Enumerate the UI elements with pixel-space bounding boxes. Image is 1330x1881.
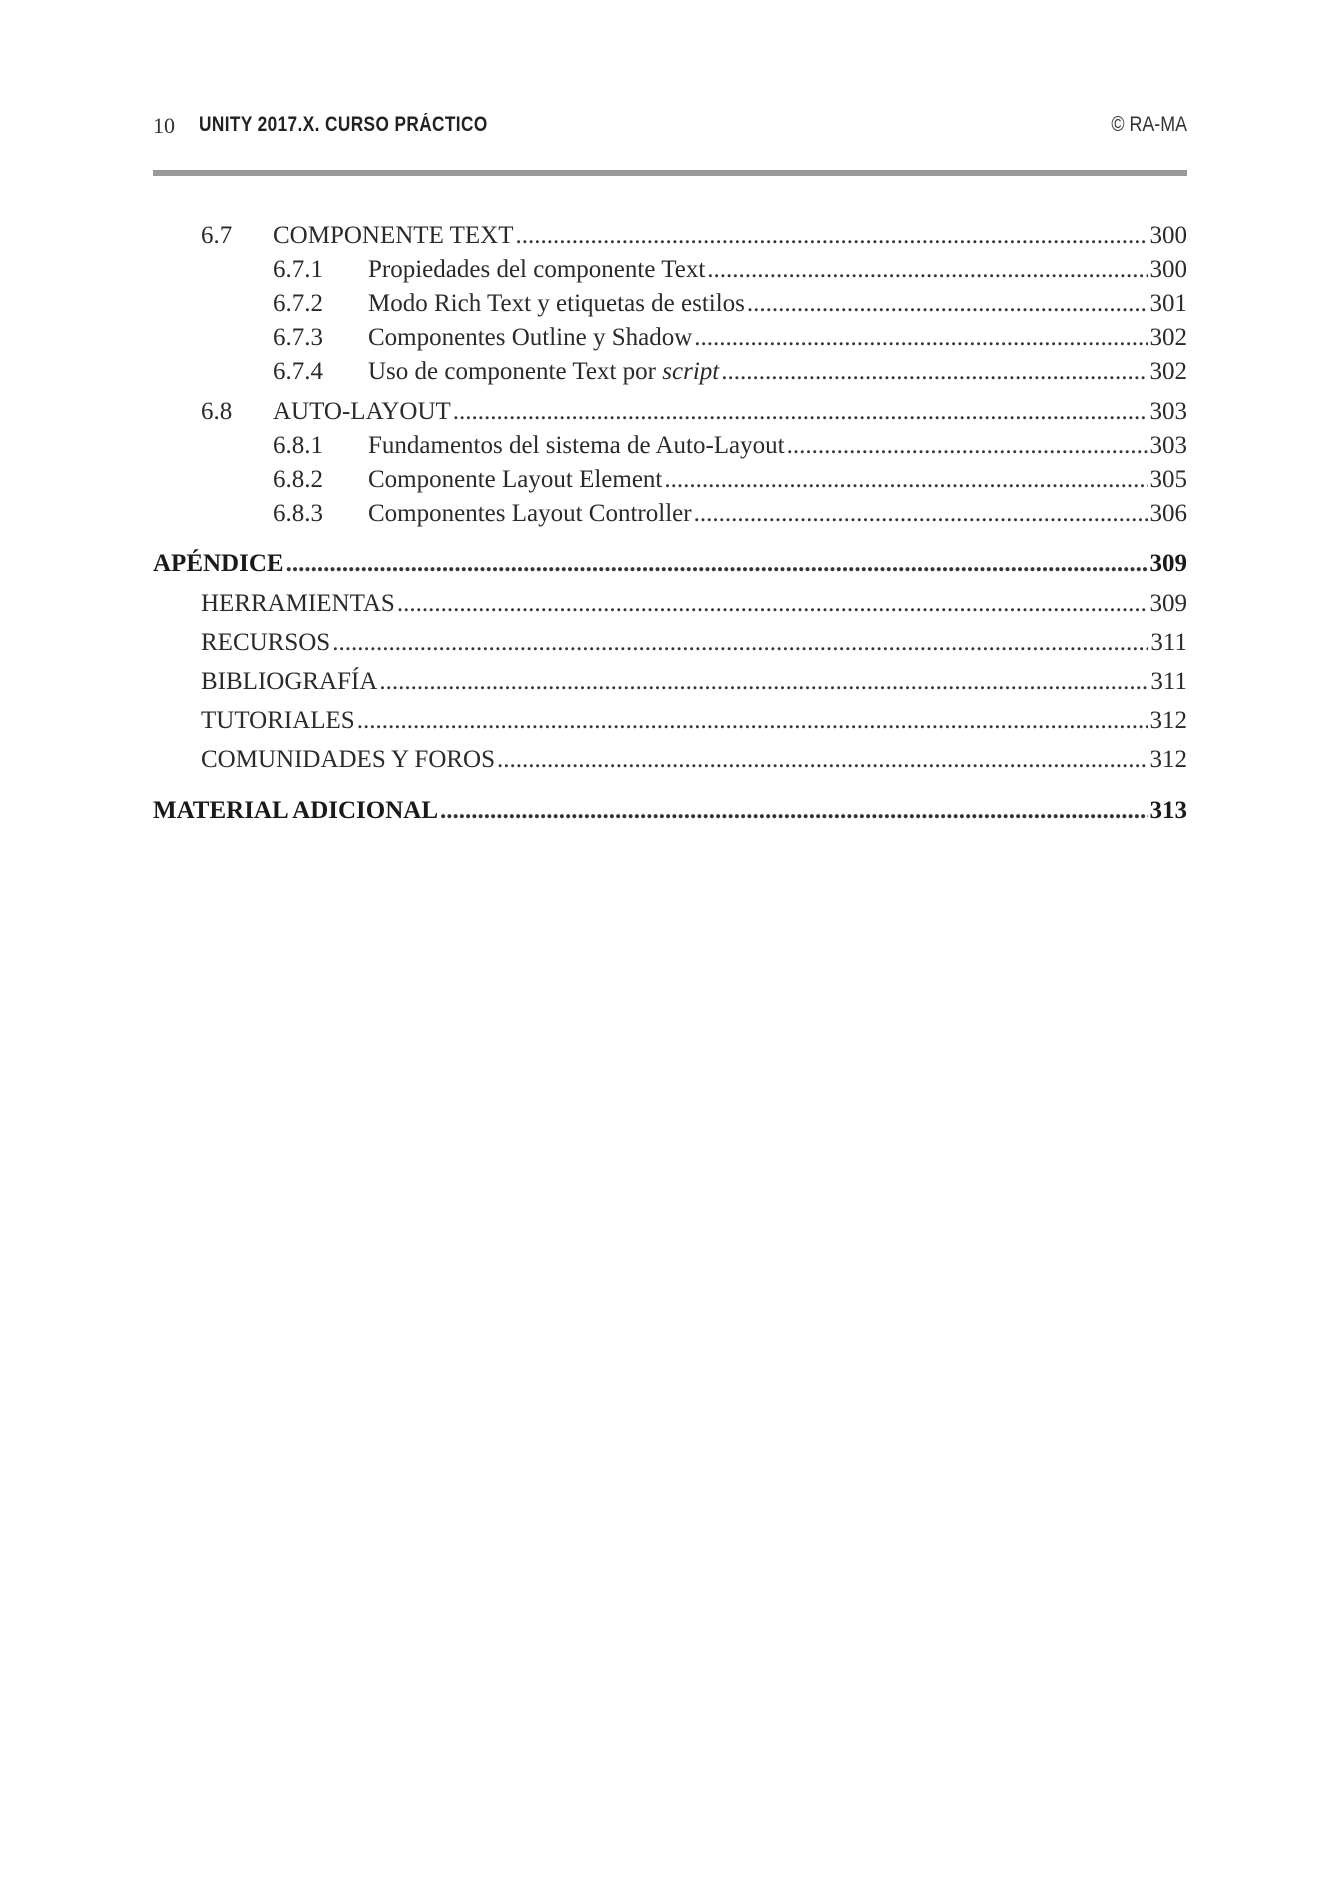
dot-leader — [379, 668, 1148, 696]
toc-entry-page: 303 — [1149, 398, 1187, 425]
toc-entry-title: MATERIAL ADICIONAL — [153, 797, 438, 824]
toc-entry — [153, 668, 1187, 702]
toc-entry-page: 301 — [1149, 290, 1187, 317]
book-title: UNITY 2017.X. CURSO PRÁCTICO — [199, 113, 488, 136]
toc-entry-title: APÉNDICE — [153, 550, 284, 577]
toc-entry-page: 302 — [1149, 358, 1187, 385]
toc-entry — [153, 500, 1187, 534]
header-rule — [153, 170, 1187, 176]
toc-entry-number: 6.8.1 — [273, 432, 323, 459]
toc-entry — [153, 746, 1187, 780]
toc-entry — [153, 707, 1187, 741]
toc-entry-title-italic: script — [662, 358, 720, 385]
toc-entry-title: AUTO-LAYOUT — [273, 398, 451, 425]
toc-entry-title: Componentes Outline y Shadow — [368, 324, 693, 351]
toc-entry-title: COMPONENTE TEXT — [273, 222, 514, 249]
toc-entry — [153, 222, 1187, 256]
toc-entry-number: 6.7.4 — [273, 358, 323, 385]
toc-entry — [153, 550, 1187, 584]
toc-entry-number: 6.7.2 — [273, 290, 323, 317]
toc-entry-page: 309 — [1149, 550, 1187, 577]
toc-entry-page: 312 — [1149, 746, 1187, 773]
dot-leader — [694, 324, 1147, 352]
toc-entry-number: 6.8.2 — [273, 466, 323, 493]
toc-entry-title: Modo Rich Text y etiquetas de estilos — [368, 290, 745, 317]
dot-leader — [286, 550, 1148, 578]
toc-entry — [153, 590, 1187, 624]
toc-entry-page: 306 — [1149, 500, 1187, 527]
toc-entry-page: 303 — [1149, 432, 1187, 459]
toc-entry-title-text: Uso de componente Text por — [368, 358, 663, 385]
toc-entry-page: 309 — [1149, 590, 1187, 617]
toc-entry-title: Componentes Layout Controller — [368, 500, 692, 527]
toc-entry-page: 300 — [1149, 222, 1187, 249]
toc-entry — [153, 466, 1187, 500]
toc-entry-page: 311 — [1150, 629, 1187, 656]
toc-entry — [153, 290, 1187, 324]
toc-entry-title: BIBLIOGRAFÍA — [201, 668, 378, 695]
toc-entry-number: 6.8.3 — [273, 500, 323, 527]
toc-entry — [153, 324, 1187, 358]
toc-entry-title: Fundamentos del sistema de Auto-Layout — [368, 432, 785, 459]
toc-entry-page: 312 — [1149, 707, 1187, 734]
toc-entry — [153, 256, 1187, 290]
toc-entry-page: 305 — [1149, 466, 1187, 493]
toc-entry — [153, 797, 1187, 831]
toc-entry-number: 6.8 — [201, 398, 233, 425]
toc-entry — [153, 358, 1187, 392]
running-header — [153, 109, 1187, 145]
dot-leader — [440, 797, 1148, 825]
dot-leader — [747, 290, 1148, 318]
dot-leader — [707, 256, 1147, 284]
dot-leader — [664, 466, 1147, 494]
toc-entry-number: 6.7.3 — [273, 324, 323, 351]
toc-entry-number: 6.7.1 — [273, 256, 323, 283]
toc-entry-title — [368, 358, 719, 386]
dot-leader — [453, 398, 1148, 426]
toc-entry-title: TUTORIALES — [201, 707, 355, 734]
dot-leader — [397, 590, 1148, 618]
toc-entry — [153, 629, 1187, 663]
dot-leader — [357, 707, 1148, 735]
toc-entry-title: HERRAMIENTAS — [201, 590, 395, 617]
toc-entry — [153, 398, 1187, 432]
toc-entry-page: 300 — [1149, 256, 1187, 283]
toc-entry-title: COMUNIDADES Y FOROS — [201, 746, 496, 773]
toc-entry-page: 302 — [1149, 324, 1187, 351]
toc-entry-page: 311 — [1150, 668, 1187, 695]
dot-leader — [516, 222, 1148, 250]
toc-entry-number: 6.7 — [201, 222, 233, 249]
copyright-notice: © RA-MA — [1111, 113, 1187, 136]
dot-leader — [721, 358, 1147, 386]
page-number: 10 — [153, 113, 175, 138]
toc-entry-page: 313 — [1149, 797, 1187, 824]
toc-entry-title: Componente Layout Element — [368, 466, 663, 493]
dot-leader — [332, 629, 1148, 657]
toc-entry-title: Propiedades del componente Text — [368, 256, 706, 283]
dot-leader — [694, 500, 1148, 528]
toc-entry — [153, 432, 1187, 466]
dot-leader — [787, 432, 1148, 460]
toc-entry-title: RECURSOS — [201, 629, 331, 656]
dot-leader — [497, 746, 1147, 774]
